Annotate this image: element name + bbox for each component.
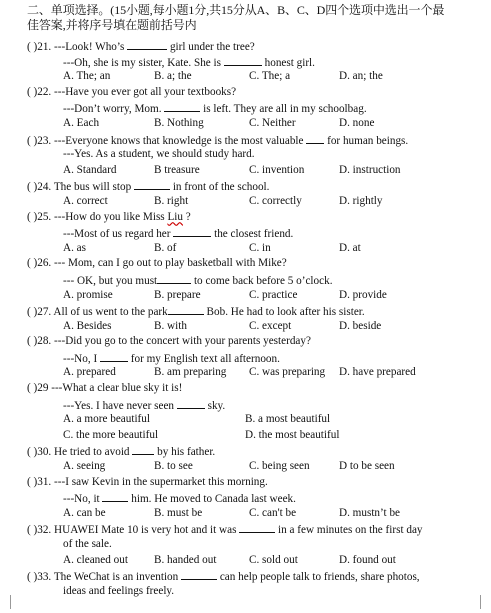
question-25-line: [27, 225, 482, 241]
option-b[interactable]: B. am preparing: [154, 366, 227, 379]
question-21-line: [27, 54, 482, 70]
question-26-line: [27, 272, 482, 288]
option-a[interactable]: A. seeing: [63, 460, 106, 473]
options-row: [27, 319, 482, 335]
option-d[interactable]: D. rightly: [339, 194, 383, 207]
question-text: by his father.: [154, 446, 216, 459]
question-28-line: [27, 350, 482, 366]
question-32-line: [27, 521, 482, 537]
question-text: girl under the tree?: [167, 41, 255, 53]
option-d[interactable]: D. provide: [339, 288, 387, 301]
option-b[interactable]: B. a; the: [154, 70, 192, 83]
option-c[interactable]: C. except: [249, 319, 292, 332]
option-c[interactable]: C. sold out: [249, 553, 298, 566]
answer-blank[interactable]: [239, 521, 275, 533]
question-23-line: [27, 147, 482, 163]
answer-blank[interactable]: [164, 100, 200, 112]
option-a[interactable]: A. correct: [63, 194, 108, 207]
option-b[interactable]: B. a most beautiful: [245, 413, 331, 426]
question-31-line: [27, 490, 482, 506]
option-b[interactable]: B. Nothing: [154, 116, 204, 129]
question-text: ideas and feelings freely.: [63, 584, 175, 597]
option-d[interactable]: D. found out: [339, 553, 396, 566]
question-text: for human beings.: [324, 134, 409, 147]
option-c[interactable]: C. practice: [249, 288, 298, 301]
question-text: in a few minutes on the first day: [275, 524, 423, 537]
answer-blank[interactable]: [134, 178, 170, 190]
question-text: Bob. He had to look after his sister.: [203, 306, 365, 319]
question-text: sky.: [204, 399, 226, 412]
answer-blank[interactable]: [132, 443, 154, 455]
option-a[interactable]: A. a more beautiful: [63, 413, 150, 426]
section-heading-line2: 佳答案,并将序号填在题前括号内: [27, 18, 197, 32]
question-text: the closest friend.: [211, 228, 294, 241]
options-row: [27, 194, 482, 210]
question-text: can help people talk to friends, share photos,: [217, 571, 420, 584]
question-text: ( )28. ---Did you go to the concert with your parents yesterday?: [27, 335, 311, 348]
option-b[interactable]: B. handed out: [154, 553, 217, 566]
option-a[interactable]: A. prepared: [63, 366, 116, 379]
option-b[interactable]: B. with: [154, 319, 187, 332]
question-text: ( )32. HUAWEI Mate 10 is very hot and it was: [27, 524, 240, 537]
question-23-line: [27, 132, 482, 148]
option-a[interactable]: A. promise: [63, 288, 113, 301]
options-row: [27, 412, 482, 428]
question-33-line: [27, 584, 482, 600]
options-row: [27, 365, 482, 381]
answer-blank[interactable]: [224, 54, 262, 66]
answer-blank[interactable]: [157, 272, 191, 284]
question-24-line: [27, 178, 482, 194]
options-row: [27, 553, 482, 569]
question-text: ( )29 ---What a clear blue sky it is!: [27, 382, 183, 395]
spellcheck-underline: Liu: [167, 210, 183, 223]
question-text: ( )30. He tried to avoid: [27, 446, 133, 459]
question-text: in front of the school.: [170, 181, 270, 194]
option-c[interactable]: C. can't be: [249, 506, 297, 519]
question-28-line: [27, 334, 482, 350]
options-row: [27, 288, 482, 304]
question-text: ( )21. ---Look! Who’s: [27, 41, 128, 53]
question-text: ---Oh, she is my sister, Kate. She is: [63, 56, 224, 69]
option-a[interactable]: A. Each: [63, 116, 100, 129]
question-text: ( )26. --- Mom, can I go out to play basketball with Mike?: [27, 257, 287, 270]
options-row: [27, 241, 482, 257]
option-d[interactable]: D. have prepared: [339, 366, 416, 379]
option-b[interactable]: B. must be: [154, 506, 203, 519]
options-row: [27, 163, 482, 179]
option-c[interactable]: C. The; a: [249, 70, 291, 83]
question-26-line: [27, 256, 482, 272]
option-c[interactable]: C. the more beautiful: [63, 428, 159, 441]
option-a[interactable]: A. cleaned out: [63, 553, 128, 566]
option-b[interactable]: B treasure: [154, 163, 200, 176]
page-corner-mark-left: [10, 595, 21, 609]
options-row: [27, 69, 482, 85]
options-row: [27, 506, 482, 522]
question-text: ( )22. ---Have you ever got all your textbooks?: [27, 85, 237, 98]
question-text: is left. They are all in my schoolbag.: [200, 103, 367, 116]
option-c[interactable]: C. Neither: [249, 116, 296, 129]
option-b[interactable]: B. right: [154, 194, 189, 207]
section-heading-line1: 二、单项选择。(15小题,每小题1分,共15分从A、B、C、D四个选项中选出一个最: [27, 3, 445, 17]
option-c[interactable]: C. correctly: [249, 194, 302, 207]
question-text: ( )27. All of us went to the park: [27, 306, 168, 319]
options-row: [27, 116, 482, 132]
answer-blank[interactable]: [306, 132, 324, 144]
option-d[interactable]: D to be seen: [339, 460, 395, 473]
question-text: honest girl.: [261, 56, 315, 69]
question-text: him. He moved to Canada last week.: [128, 493, 296, 506]
option-d[interactable]: D. an; the: [339, 70, 383, 83]
question-31-line: [27, 475, 482, 491]
answer-blank[interactable]: [102, 490, 128, 502]
question-text: to come back before 5 o’clock.: [191, 274, 333, 287]
option-a[interactable]: A. can be: [63, 506, 106, 519]
page-corner-mark-right: [470, 595, 481, 609]
question-text: ---Most of us regard her: [63, 228, 174, 241]
option-a[interactable]: A. Standard: [63, 163, 117, 176]
question-text: ( )23. ---Everyone knows that knowledge is the most valuable: [27, 134, 307, 147]
question-21-line: [27, 38, 482, 54]
option-a[interactable]: A. Besides: [63, 319, 112, 332]
question-text: for my English text all afternoon.: [127, 352, 280, 365]
option-a[interactable]: A. as: [63, 241, 86, 254]
question-text: ---Don’t worry, Mom.: [63, 103, 165, 116]
question-text: ---No, I: [63, 352, 100, 365]
option-c[interactable]: C. was preparing: [249, 366, 326, 379]
question-text: of the sale.: [63, 538, 112, 550]
option-d[interactable]: D. mustn’t be: [339, 506, 401, 519]
question-text: ( )31. ---I saw Kevin in the supermarket this morning.: [27, 475, 268, 488]
option-d[interactable]: D. instruction: [339, 163, 401, 176]
options-row: [27, 459, 482, 475]
answer-blank[interactable]: [177, 397, 205, 409]
question-text: ( )24. The bus will stop: [27, 181, 135, 194]
question-text: --- OK, but you must: [63, 274, 158, 287]
answer-blank[interactable]: [100, 350, 128, 362]
option-b[interactable]: B. to see: [154, 460, 193, 473]
question-text: ---Yes. I have never seen: [63, 399, 177, 412]
question-text: ---No, it: [63, 493, 103, 506]
question-text: ---Yes. As a student, we should study hard.: [63, 148, 255, 161]
question-text: ( )25. ---How do you like Miss Liu ?: [27, 210, 191, 223]
option-b[interactable]: B. of: [154, 241, 177, 254]
question-33-line: [27, 568, 482, 584]
question-text: ( )33. The WeChat is an invention: [27, 571, 182, 584]
answer-blank[interactable]: [168, 303, 204, 315]
option-d[interactable]: D. beside: [339, 319, 382, 332]
question-27-line: [27, 303, 482, 319]
option-d[interactable]: D. none: [339, 116, 375, 129]
options-row: [27, 428, 482, 444]
question-25-line: [27, 210, 482, 226]
question-32-line: [27, 537, 482, 553]
question-29-line: [27, 397, 482, 413]
option-c[interactable]: C. being seen: [249, 460, 310, 473]
option-c[interactable]: C. in: [249, 241, 271, 254]
question-29-line: [27, 381, 482, 397]
question-30-line: [27, 443, 482, 459]
answer-blank[interactable]: [127, 38, 167, 50]
option-d[interactable]: D. at: [339, 241, 361, 254]
option-c[interactable]: C. invention: [249, 163, 305, 176]
question-22-line: [27, 100, 482, 116]
question-22-line: [27, 85, 482, 101]
section-heading: [27, 3, 482, 33]
question-list: [27, 38, 482, 599]
option-a[interactable]: A. The; an: [63, 70, 111, 83]
answer-blank[interactable]: [181, 568, 217, 580]
option-b[interactable]: B. prepare: [154, 288, 201, 301]
option-d[interactable]: D. the most beautiful: [245, 428, 340, 441]
answer-blank[interactable]: [173, 225, 211, 237]
